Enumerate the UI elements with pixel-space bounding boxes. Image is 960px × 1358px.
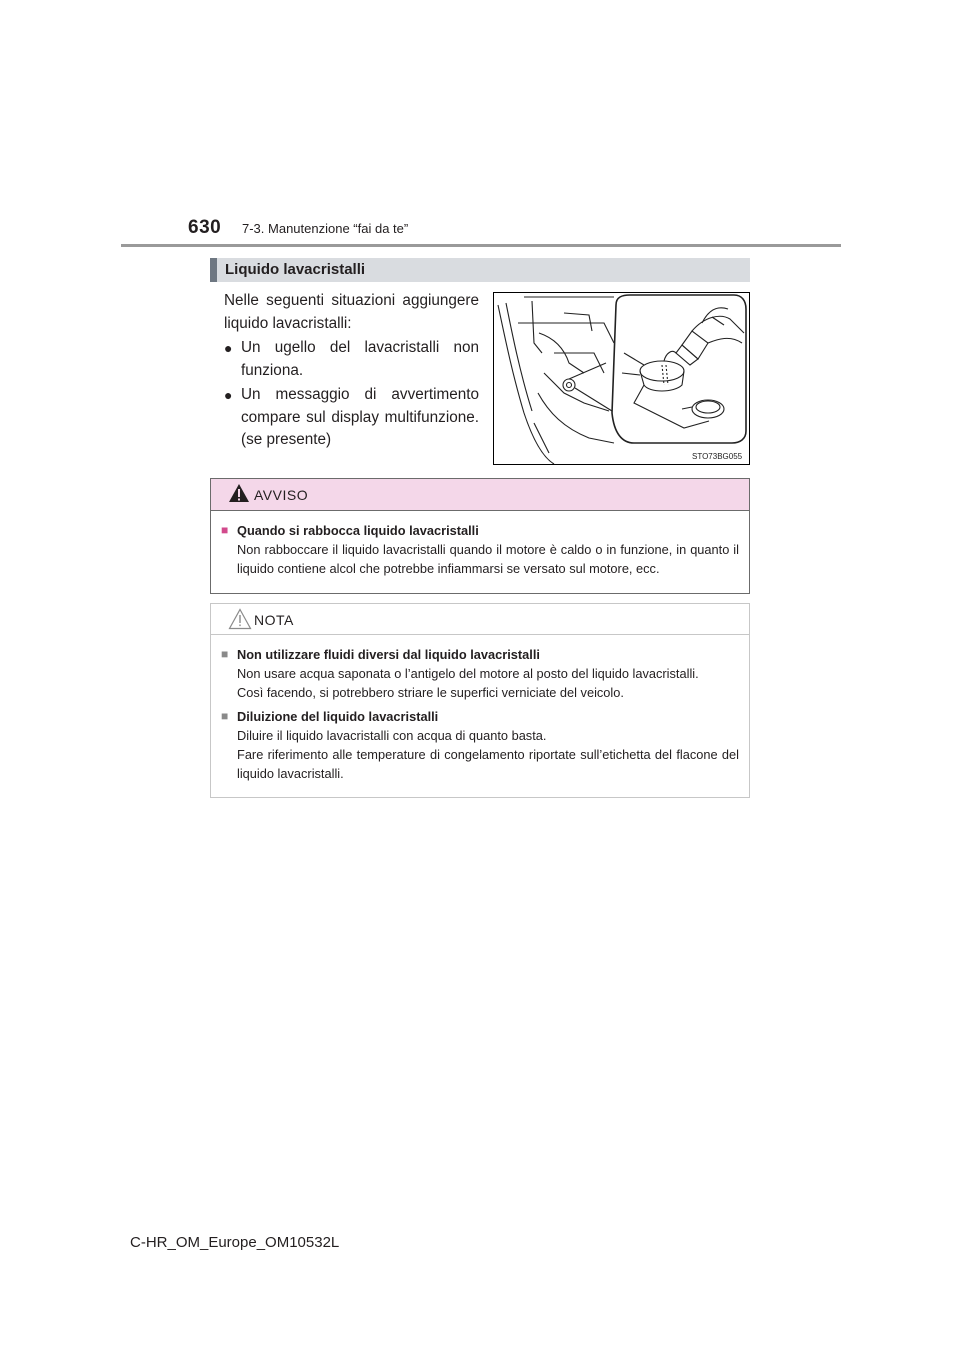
note-body — [211, 635, 749, 783]
warning-item-text: Non rabboccare il liquido lavacristalli quando il motore è caldo o in funzione, in quanto il liquido contiene alcol che potrebbe infiammarsi se versato sul motore, ecc. — [237, 542, 739, 576]
bullet-item — [224, 337, 479, 382]
warning-body — [211, 511, 749, 578]
section-title: Liquido lavacristalli — [225, 261, 366, 278]
warning-header — [211, 479, 749, 511]
warning-box — [210, 478, 750, 594]
note-item-title: ■ Diluizione del liquido lavacristalli — [221, 709, 439, 724]
intro-paragraph: Nelle seguenti situazioni aggiungere liquido lavacristalli: — [224, 292, 479, 332]
figure-code: STO73BG055 — [692, 452, 743, 461]
bullet-icon: ● — [224, 387, 233, 403]
note-item-title: ■ Non utilizzare fluidi diversi dal liquido lavacristalli — [221, 647, 540, 662]
note-header — [211, 604, 749, 635]
header-divider — [121, 244, 841, 247]
note-item-text: Diluire il liquido lavacristalli con acqua di quanto basta. Fare riferimento alle temperature di congelamento riportate sull’etichetta del flacone del liquido lavacristalli. — [237, 728, 739, 781]
page-number: 630 — [188, 217, 222, 238]
washer-fluid-illustration — [493, 292, 750, 465]
warning-title: AVVISO — [254, 487, 309, 503]
engine-bay-drawing — [494, 293, 749, 464]
square-bullet-icon: ■ — [221, 709, 229, 723]
note-box — [210, 603, 750, 798]
square-bullet-icon: ■ — [221, 647, 229, 661]
section-heading — [210, 258, 750, 282]
square-bullet-icon: ■ — [221, 523, 229, 537]
bullet-item — [224, 384, 479, 452]
bullet-text: Un ugello del lavacristalli non funziona. — [241, 339, 479, 379]
note-title: NOTA — [254, 612, 294, 628]
note-item-text: Non usare acqua saponata o l’antigelo del motore al posto del liquido lavacristalli. Così facendo, si potrebbero striare le superfici verniciate del veicolo. — [237, 666, 699, 700]
bullet-text: Un messaggio di avvertimento compare sul display multifunzione. (se presente) — [241, 386, 479, 448]
bullet-icon: ● — [224, 340, 233, 356]
intro-text — [224, 290, 479, 452]
caution-triangle-icon — [228, 608, 252, 635]
warning-item-title: ■ Quando si rabbocca liquido lavacristalli — [221, 523, 479, 538]
footer-doc-id: C-HR_OM_Europe_OM10532L — [130, 1234, 340, 1251]
warning-triangle-icon — [228, 483, 250, 508]
chapter-title: 7-3. Manutenzione “fai da te” — [242, 221, 409, 236]
